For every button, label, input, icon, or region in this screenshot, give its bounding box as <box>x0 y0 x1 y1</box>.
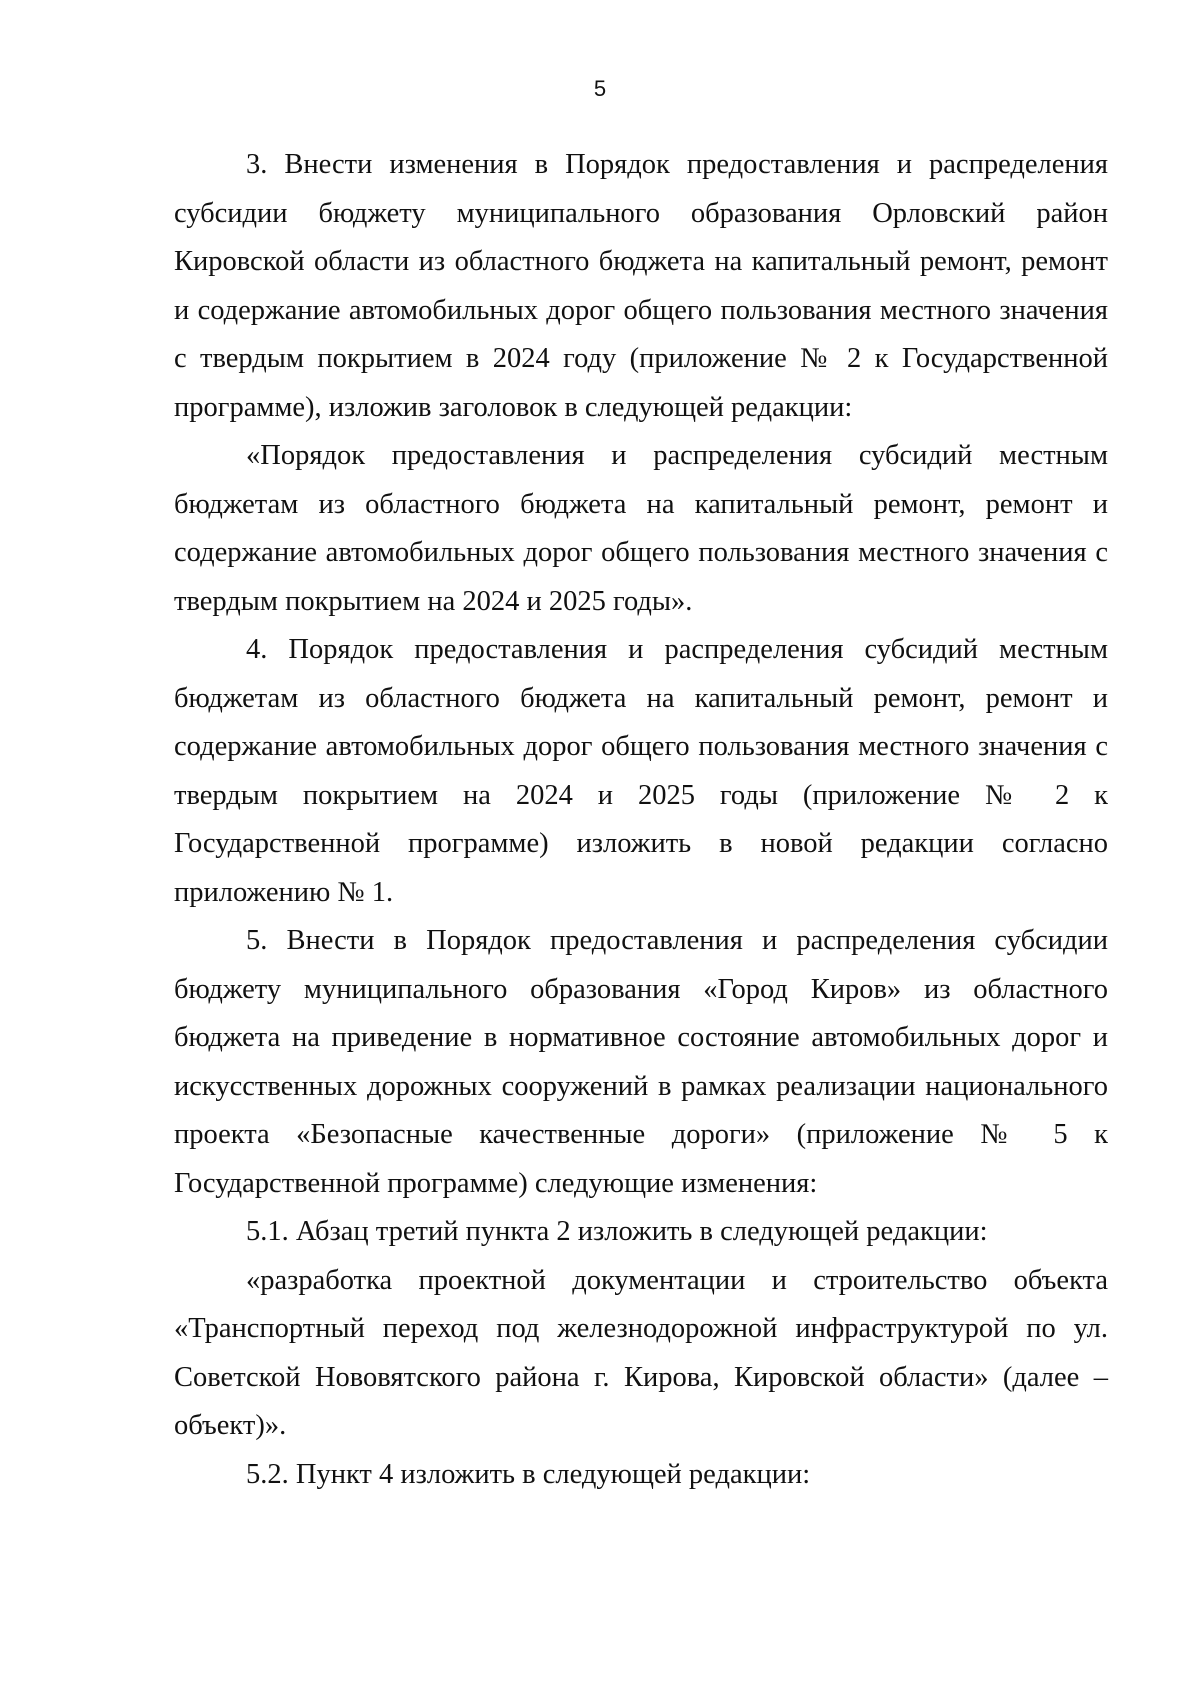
page-number: 5 <box>593 76 607 101</box>
document-body <box>174 141 1108 1499</box>
paragraph-5: 5. Внести в Порядок предоставления и распределения субсидии бюджету муниципального образования «Город Киров» из областного бюджета на приведение в нормативное состояние автомобильных дорог и искусственных дорожных сооружений в рамках реализации национального проекта «Безопасные качественные дороги» (приложение № 5 к Государственной программе) следующие изменения: <box>174 925 1108 1199</box>
paragraph-3: 3. Внести изменения в Порядок предоставления и распределения субсидии бюджету муниципального образования Орловский район Кировской области из областного бюджета на капитальный ремонт, ремонт и содержание автомобильных дорог общего пользования местного значения с твердым покрытием в 2024 году (приложение № 2 к Государственной программе), изложив заголовок в следующей редакции: <box>174 149 1108 423</box>
paragraph-5-2: 5.2. Пункт 4 изложить в следующей редакции: <box>246 1458 811 1490</box>
paragraph-5-1-quote: «разработка проектной документации и строительство объекта «Транспортный переход под железнодорожной инфраструктурой по ул. Советской Нововятского района г. Кирова, Кировской области» (далее – объект)». <box>174 1264 1108 1441</box>
paragraph-3-heading-quote: «Порядок предоставления и распределения субсидий местным бюджетам из областного бюджета на капитальный ремонт, ремонт и содержание автомобильных дорог общего пользования местного значения с твердым покрытием на 2024 и 2025 годы». <box>174 440 1108 617</box>
paragraph-5-1: 5.1. Абзац третий пункта 2 изложить в следующей редакции: <box>246 1216 988 1247</box>
paragraph-4: 4. Порядок предоставления и распределения субсидий местным бюджетам из областного бюджета на капитальный ремонт, ремонт и содержание автомобильных дорог общего пользования местного значения с твердым покрытием на 2024 и 2025 годы (приложение № 2 к Государственной программе) изложить в новой редакции согласно приложению № 1. <box>174 634 1108 908</box>
